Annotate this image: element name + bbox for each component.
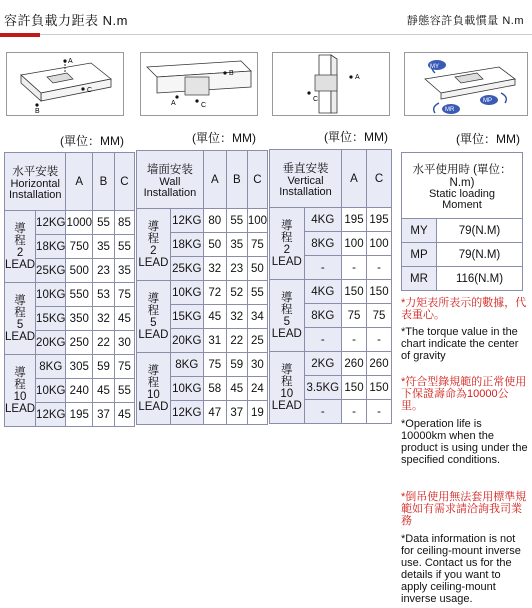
moment-value-mp: 79(N.M) bbox=[437, 243, 523, 267]
static-moment-table bbox=[401, 152, 523, 291]
load-cell: 15KG bbox=[170, 305, 203, 329]
vertical-install-diagram bbox=[272, 52, 390, 116]
table-row bbox=[137, 353, 268, 377]
header-accent-bar bbox=[0, 33, 40, 37]
value-cell: 150 bbox=[367, 376, 392, 400]
horizontal-install-diagram bbox=[6, 52, 124, 116]
load-cell: 10KG bbox=[36, 283, 66, 307]
svg-text:MY: MY bbox=[430, 64, 439, 70]
value-cell: 35 bbox=[114, 259, 134, 283]
value-cell: 59 bbox=[93, 355, 115, 379]
note-1-zh: *力矩表所表示的數據，代表重心。 bbox=[401, 297, 527, 321]
value-cell: 58 bbox=[203, 377, 226, 401]
col-a-header: A bbox=[66, 153, 93, 211]
load-cell: 4KG bbox=[304, 280, 341, 304]
load-cell: 8KG bbox=[304, 232, 341, 256]
value-cell: 1000 bbox=[66, 211, 93, 235]
table-row bbox=[270, 208, 392, 232]
value-cell: 55 bbox=[247, 281, 267, 305]
lead-group-label: 導 程 2 LEAD bbox=[5, 211, 36, 283]
moment-label-my: MY bbox=[402, 219, 437, 243]
value-cell: 59 bbox=[226, 353, 247, 377]
moment-label-mp: MP bbox=[402, 243, 437, 267]
value-cell: 31 bbox=[203, 329, 226, 353]
value-cell: 53 bbox=[93, 283, 115, 307]
load-cell: - bbox=[304, 400, 341, 424]
load-cell: - bbox=[304, 256, 341, 280]
value-cell: 85 bbox=[114, 211, 134, 235]
table-row bbox=[270, 280, 392, 304]
value-cell: 240 bbox=[66, 379, 93, 403]
value-cell: 80 bbox=[203, 209, 226, 233]
value-cell: 25 bbox=[247, 329, 267, 353]
value-cell: 52 bbox=[226, 281, 247, 305]
unit-label-static: (單位：MM) bbox=[456, 132, 520, 146]
lead-group-label: 導 程 2 LEAD bbox=[270, 208, 305, 280]
value-cell: 32 bbox=[203, 257, 226, 281]
value-cell: - bbox=[367, 256, 392, 280]
value-cell: 72 bbox=[203, 281, 226, 305]
load-cell: 18KG bbox=[170, 233, 203, 257]
value-cell: 50 bbox=[203, 233, 226, 257]
value-cell: 45 bbox=[114, 403, 134, 427]
note-3-zh: *倒吊使用無法套用標準規範如有需求請洽詢我司業務 bbox=[401, 491, 527, 527]
load-cell: 18KG bbox=[36, 235, 66, 259]
svg-text:B: B bbox=[35, 108, 40, 115]
static-table-header: 水平使用時 (單位： N.m) Static loading Moment bbox=[402, 153, 523, 219]
col-a-header: A bbox=[342, 150, 367, 208]
value-cell: 45 bbox=[203, 305, 226, 329]
lead-group-label: 導 程 10 LEAD bbox=[137, 353, 171, 425]
load-cell: 8KG bbox=[170, 353, 203, 377]
load-cell: 20KG bbox=[36, 331, 66, 355]
value-cell: 55 bbox=[226, 209, 247, 233]
load-cell: 12KG bbox=[170, 209, 203, 233]
value-cell: - bbox=[342, 400, 367, 424]
note-3-en: *Data information is not for ceiling-mount inverse use. Contact us for the details if you want to apply ceiling-mount inverse usage. bbox=[401, 533, 521, 605]
value-cell: 75 bbox=[367, 304, 392, 328]
load-cell: 20KG bbox=[170, 329, 203, 353]
lead-group-label: 導 程 5 LEAD bbox=[270, 280, 305, 352]
svg-text:MP: MP bbox=[483, 98, 492, 104]
col-c-header: C bbox=[114, 153, 134, 211]
load-cell: 4KG bbox=[304, 208, 341, 232]
table-row bbox=[137, 281, 268, 305]
value-cell: 250 bbox=[66, 331, 93, 355]
value-cell: 305 bbox=[66, 355, 93, 379]
table-row bbox=[137, 209, 268, 233]
value-cell: 35 bbox=[226, 233, 247, 257]
load-cell: 12KG bbox=[170, 401, 203, 425]
value-cell: 195 bbox=[367, 208, 392, 232]
table-row bbox=[5, 283, 135, 307]
wall-install-diagram bbox=[140, 52, 258, 116]
load-cell: 10KG bbox=[36, 379, 66, 403]
svg-text:A: A bbox=[171, 100, 176, 107]
value-cell: 47 bbox=[203, 401, 226, 425]
lead-group-label: 導 程 2 LEAD bbox=[137, 209, 171, 281]
page-title: 容許負載力距表 N.m bbox=[4, 13, 128, 28]
vertical-installation-table bbox=[269, 149, 392, 424]
value-cell: 350 bbox=[66, 307, 93, 331]
value-cell: 100 bbox=[367, 232, 392, 256]
value-cell: 150 bbox=[342, 376, 367, 400]
value-cell: - bbox=[367, 328, 392, 352]
value-cell: 100 bbox=[342, 232, 367, 256]
value-cell: 260 bbox=[367, 352, 392, 376]
col-c-header: C bbox=[247, 151, 267, 209]
wall-installation-table bbox=[136, 150, 268, 425]
load-cell: 10KG bbox=[170, 281, 203, 305]
note-2-en: *Operation life is 10000km when the product is using under the specified conditions. bbox=[401, 418, 528, 466]
value-cell: 50 bbox=[247, 257, 267, 281]
value-cell: 55 bbox=[93, 211, 115, 235]
value-cell: - bbox=[342, 256, 367, 280]
value-cell: 45 bbox=[114, 307, 134, 331]
col-a-header: A bbox=[203, 151, 226, 209]
page-title-right: 靜態容許負載慣量 N.m bbox=[406, 15, 524, 27]
value-cell: 260 bbox=[342, 352, 367, 376]
lead-group-label: 導 程 5 LEAD bbox=[137, 281, 171, 353]
load-cell: 15KG bbox=[36, 307, 66, 331]
svg-text:C: C bbox=[313, 96, 319, 103]
value-cell: 75 bbox=[247, 233, 267, 257]
unit-label-horizontal: (單位：MM) bbox=[60, 134, 124, 148]
unit-label-vertical: (單位：MM) bbox=[324, 130, 388, 144]
value-cell: 37 bbox=[93, 403, 115, 427]
moment-label-mr: MR bbox=[402, 267, 437, 291]
value-cell: 750 bbox=[66, 235, 93, 259]
svg-text:C: C bbox=[201, 102, 207, 109]
load-cell: 12KG bbox=[36, 403, 66, 427]
value-cell: 75 bbox=[114, 283, 134, 307]
value-cell: 45 bbox=[226, 377, 247, 401]
table-header: 墙面安装 Wall Installation bbox=[137, 151, 204, 209]
value-cell: 22 bbox=[226, 329, 247, 353]
value-cell: - bbox=[342, 328, 367, 352]
value-cell: 34 bbox=[247, 305, 267, 329]
table-row bbox=[5, 211, 135, 235]
load-cell: 8KG bbox=[304, 304, 341, 328]
load-cell: 12KG bbox=[36, 211, 66, 235]
value-cell: 30 bbox=[247, 353, 267, 377]
moment-value-mr: 116(N.M) bbox=[437, 267, 523, 291]
value-cell: 32 bbox=[226, 305, 247, 329]
value-cell: 19 bbox=[247, 401, 267, 425]
svg-text:MR: MR bbox=[445, 107, 455, 113]
header-divider bbox=[0, 34, 532, 35]
lead-group-label: 導 程 10 LEAD bbox=[270, 352, 305, 424]
value-cell: 30 bbox=[114, 331, 134, 355]
value-cell: 32 bbox=[93, 307, 115, 331]
lead-group-label: 導 程 5 LEAD bbox=[5, 283, 36, 355]
table-row bbox=[5, 355, 135, 379]
value-cell: 75 bbox=[114, 355, 134, 379]
value-cell: 150 bbox=[367, 280, 392, 304]
static-moment-diagram bbox=[404, 52, 528, 116]
load-cell: 8KG bbox=[36, 355, 66, 379]
col-b-header: B bbox=[93, 153, 115, 211]
col-c-header: C bbox=[367, 150, 392, 208]
load-cell: 2KG bbox=[304, 352, 341, 376]
value-cell: 550 bbox=[66, 283, 93, 307]
value-cell: 23 bbox=[93, 259, 115, 283]
load-cell: - bbox=[304, 328, 341, 352]
value-cell: 23 bbox=[226, 257, 247, 281]
value-cell: 35 bbox=[93, 235, 115, 259]
value-cell: 100 bbox=[247, 209, 267, 233]
value-cell: 195 bbox=[342, 208, 367, 232]
horizontal-installation-table bbox=[4, 152, 135, 427]
col-b-header: B bbox=[226, 151, 247, 209]
value-cell: 500 bbox=[66, 259, 93, 283]
value-cell: 75 bbox=[342, 304, 367, 328]
value-cell: 37 bbox=[226, 401, 247, 425]
value-cell: 45 bbox=[93, 379, 115, 403]
table-header: 水平安裝 Horizontal Installation bbox=[5, 153, 66, 211]
value-cell: 55 bbox=[114, 379, 134, 403]
moment-value-my: 79(N.M) bbox=[437, 219, 523, 243]
load-cell: 10KG bbox=[170, 377, 203, 401]
value-cell: - bbox=[367, 400, 392, 424]
unit-label-wall: (單位：MM) bbox=[192, 131, 256, 145]
note-1-en: *The torque value in the chart indicate the center of gravity bbox=[401, 326, 519, 362]
value-cell: 22 bbox=[93, 331, 115, 355]
value-cell: 195 bbox=[66, 403, 93, 427]
svg-text:A: A bbox=[68, 58, 73, 65]
value-cell: 75 bbox=[203, 353, 226, 377]
value-cell: 24 bbox=[247, 377, 267, 401]
note-2-zh: *符合型錄規範的正常使用下保證壽命為10000公里。 bbox=[401, 376, 527, 412]
svg-text:B: B bbox=[229, 70, 234, 77]
table-header: 垂直安裝 Vertical Installation bbox=[270, 150, 342, 208]
table-row bbox=[270, 352, 392, 376]
load-cell: 25KG bbox=[170, 257, 203, 281]
svg-text:C: C bbox=[87, 87, 93, 94]
svg-text:A: A bbox=[355, 74, 360, 81]
load-cell: 25KG bbox=[36, 259, 66, 283]
load-cell: 3.5KG bbox=[304, 376, 341, 400]
value-cell: 150 bbox=[342, 280, 367, 304]
lead-group-label: 導 程 10 LEAD bbox=[5, 355, 36, 427]
value-cell: 55 bbox=[114, 235, 134, 259]
